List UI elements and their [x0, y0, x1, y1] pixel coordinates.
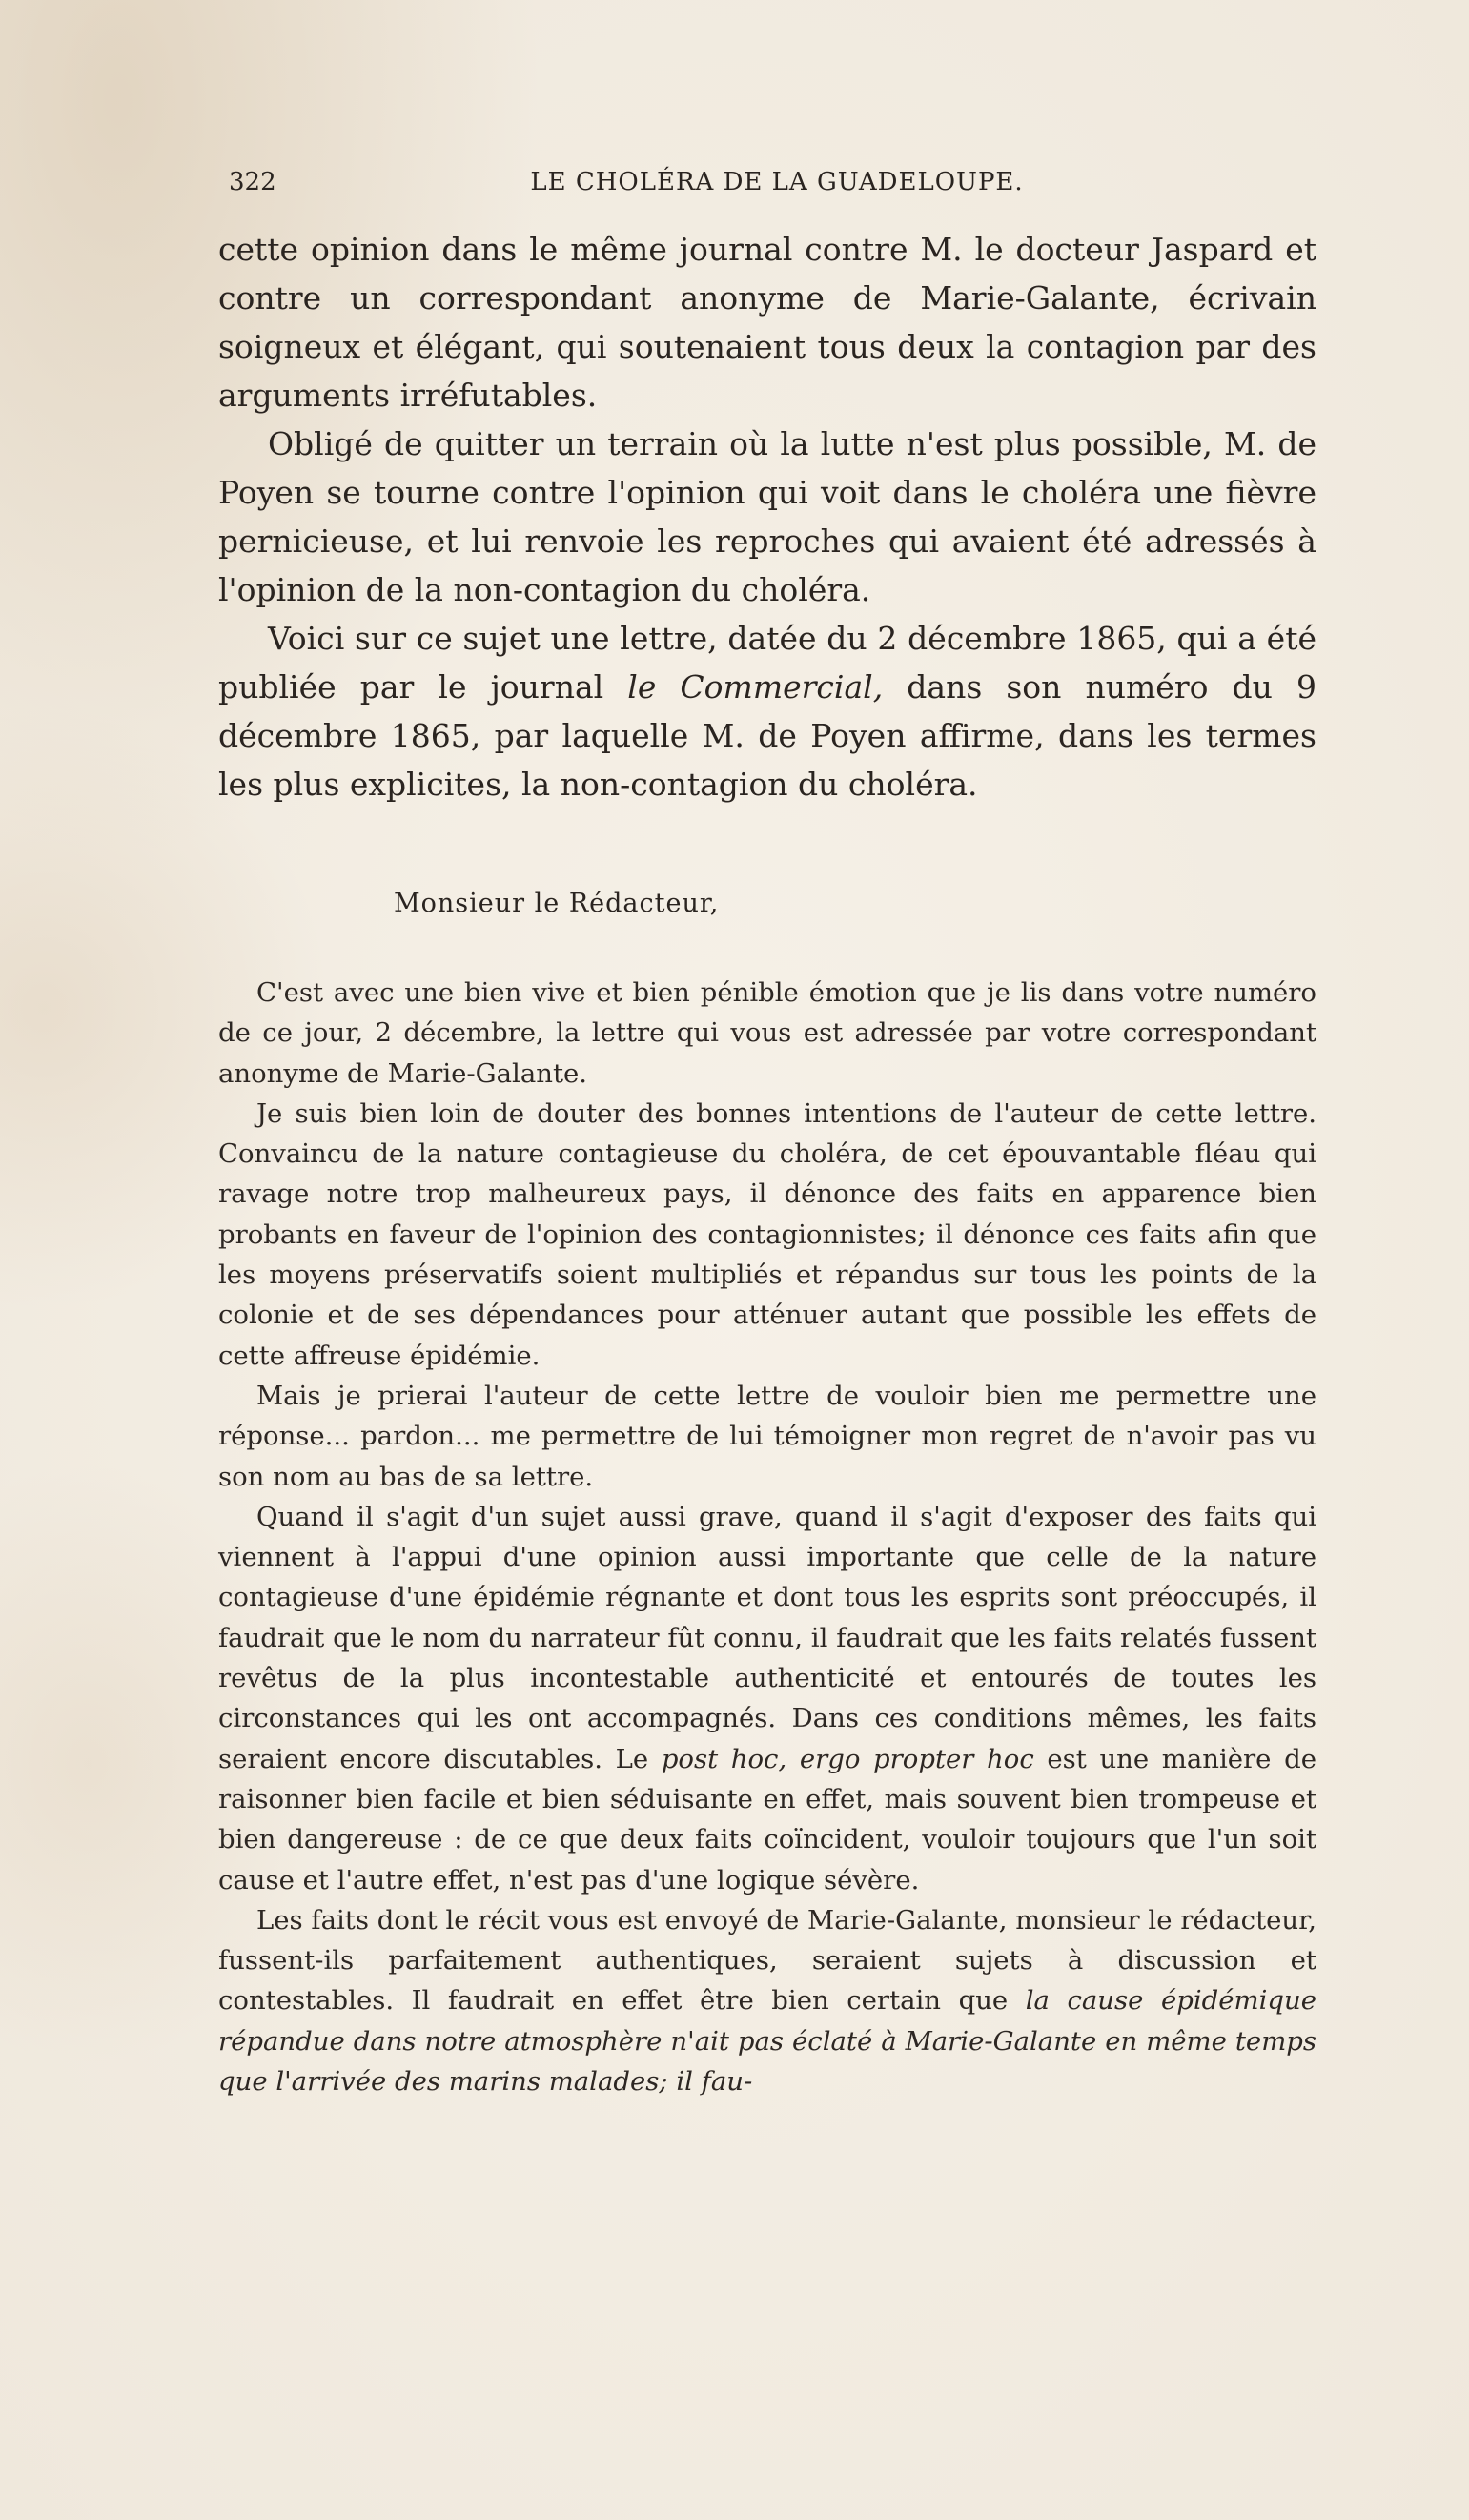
paragraph-2: Obligé de quitter un terrain où la lutte n'est plus possible, M. de Poyen se tourne contre l'opinion qui voit dans le choléra une fièvre pernicieuse, et lui renvoie les reproches qui avaient été adressés à l'opinion de la non-contagion du choléra.: [218, 425, 1316, 608]
paragraph-3-end: dans son numéro du 9 décembre 1865, par laquelle M. de Poyen affirme, dans les termes les plus explicites, la non-contagion du choléra.: [218, 668, 1316, 803]
letter-paragraph-3: Mais je prierai l'auteur de cette lettre de vouloir bien me permettre une réponse... pardon... me permettre de lui témoigner mon regret de n'avoir pas vu son nom au bas de sa lettre.: [218, 1380, 1316, 1492]
letter-paragraph-2: Je suis bien loin de douter des bonnes intentions de l'auteur de cette lettre. Convaincu de la nature contagieuse du choléra, de cet épouvantable fléau qui ravage notre trop malheureux pays, il dénonce des faits en apparence bien probants en faveur de l'opinion des contagionnistes; il dénonce ces faits afin que les moyens préservatifs soient multipliés et répandus sur tous les points de la colonie et de ses dépendances pour atténuer autant que possible les effets de cette affreuse épidémie.: [218, 1097, 1316, 1371]
page-number: 322: [229, 168, 276, 196]
letter-body: [218, 973, 1316, 2101]
letter-paragraph-5: [218, 1900, 1316, 2101]
journal-title: le Commercial,: [627, 668, 884, 706]
letter-paragraph-4-end: est une manière de raisonner bien facile et bien séduisante en effet, mais souvent bien trompeuse et bien dangereuse : de ce que deux faits coïncident, vouloir toujours que l'un soit cause et l'autre effet, n'est pas d'une logique sévère.: [218, 1743, 1316, 1895]
letter-salutation: Monsieur le Rédacteur,: [394, 889, 720, 918]
page-header: [229, 168, 1325, 206]
letter-paragraph-1: C'est avec une bien vive et bien pénible émotion que je lis dans votre numéro de ce jour, 2 décembre, la lettre qui vous est adressée par votre correspondant anonyme de Marie-Galante.: [218, 977, 1316, 1089]
running-title: LE CHOLÉRA DE LA GUADELOUPE.: [530, 168, 1024, 196]
paragraph-1: cette opinion dans le même journal contre M. le docteur Jaspard et contre un correspondant anonyme de Marie-Galante, écrivain soigneux et élégant, qui soutenaient tous deux la contagion par des arguments irréfutables.: [218, 231, 1316, 414]
letter-paragraph-4: [218, 1497, 1316, 1900]
paragraph-3-start: Voici sur ce sujet une lettre, datée du 2 décembre 1865, qui a été publiée par le journal: [218, 620, 1316, 706]
paragraph-3: [218, 614, 1316, 809]
letter-paragraph-4-start: Quand il s'agit d'un sujet aussi grave, quand il s'agit d'exposer des faits qui viennent à l'appui d'une opinion aussi importante que celle de la nature contagieuse d'une épidémie régnante et dont tous les esprits sont préoccupés, il faudrait que le nom du narrateur fût connu, il faudrait que les faits relatés fussent revêtus de la plus incontestable authenticité et entourés de toutes les circonstances qui les ont accompagnés. Dans ces conditions mêmes, les faits seraient encore discutables. Le: [218, 1501, 1316, 1774]
letter-paragraph-5-italic: la cause épidémique répandue dans notre atmosphère n'ait pas éclaté à Marie-Galante en même temps que l'arrivée des marins malades; il fau-: [218, 1985, 1316, 2098]
latin-phrase: post hoc, ergo propter hoc: [661, 1743, 1034, 1774]
main-text: [218, 225, 1316, 809]
letter-paragraph-5-start: Les faits dont le récit vous est envoyé de Marie-Galante, monsieur le rédacteur, fussent-ils parfaitement authentiques, seraient sujets à discussion et contestables. Il faudrait en effet être bien certain que: [218, 1904, 1316, 2017]
